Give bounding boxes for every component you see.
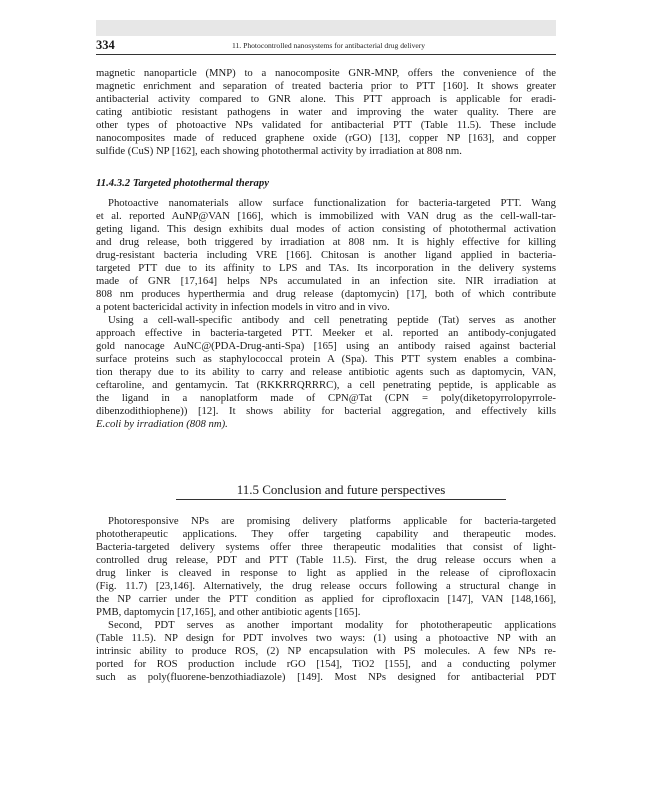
paragraph-4	[96, 515, 556, 619]
text-line: approach effective in bacteria-targeted PTT. Meeker et al. reported an antibody-conjugated	[96, 327, 556, 339]
text-line: (Fig. 11.7) [23,146]. Alternatively, the drug release occurs following a structural change in	[96, 580, 556, 592]
text-line: drug linker is cleaved in response to light as applied in the release of ciprofloxacin	[96, 567, 556, 579]
text-line: 808 nm produces hyperthermia and drug release (daptomycin) [17], both of which contribute	[96, 288, 556, 300]
paragraph-5	[96, 619, 556, 684]
text-line: drug-resistant bacteria including VRE [166]. Chitosan is another ligand applied in bacteria-	[96, 249, 556, 261]
top-gray-bar	[96, 20, 556, 36]
text-line: Using a cell-wall-specific antibody and cell penetrating peptide (Tat) serves as another	[108, 314, 556, 326]
subsection-heading: 11.4.3.2 Targeted photothermal therapy	[96, 177, 269, 189]
page-number: 334	[96, 38, 115, 52]
text-line: Photoactive nanomaterials allow surface functionalization for bacteria-targeted PTT. Wang	[108, 197, 556, 209]
text-line: Second, PDT serves as another important modality for phototherapeutic applications	[108, 619, 556, 631]
text-line: PMB, daptomycin [17,165], and other antibiotic agents [165].	[96, 606, 361, 618]
text-line: dibenzodithiophene)) [12]. It shows ability for bacterial aggregation, and effectively kills	[96, 405, 556, 417]
text-line: gold nanocage AuNC@(PDA-Drug-anti-Spa) [165] using an antibody raised against bacterial	[96, 340, 556, 352]
text-line: and drug release, both triggered by irradiation at 808 nm. It is highly effective for killing	[96, 236, 556, 248]
text-line: the ligand in a nanoplatform made of CPN@Tat (CPN = poly(diketopyrrolopyrrole-	[96, 392, 556, 404]
text-line: controlled drug release, PDT and PTT (Table 11.5). First, the drug release occurs when a	[96, 554, 556, 566]
text-line: geting ligand. This design exhibits dual modes of action consisting of photothermal activation	[96, 223, 556, 235]
text-line: (Table 11.5). NP design for PDT involves two ways: (1) using a photoactive NP with an	[96, 632, 556, 644]
text-line: magnetic nanoparticle (MNP) to a nanocomposite GNR-MNP, offers the convenience of the	[96, 67, 556, 79]
text-line: Photoresponsive NPs are promising delivery platforms applicable for bacteria-targeted	[108, 515, 556, 527]
text-line: magnetic enrichment and separation of treated bacteria prior to PTT [160]. It shows greater	[96, 80, 556, 92]
text-line: et al. reported AuNP@VAN [166], which is immobilized with VAN drug as the cell-wall-tar-	[96, 210, 556, 222]
text-line: the NP carrier under the PTT condition as applied for ciprofloxacin [147], VAN [148,166],	[96, 593, 556, 605]
text-line: cating antibiotic resistant pathogens in water and improving the water quality. There are	[96, 106, 556, 118]
paragraph-1	[96, 67, 556, 158]
running-head: 11. Photocontrolled nanosystems for antibacterial drug delivery	[232, 41, 426, 50]
text-line: Bacteria-targeted delivery systems offer three therapeutic modalities that consist of light-	[96, 541, 556, 553]
header-rule	[96, 54, 556, 55]
section-heading: 11.5 Conclusion and future perspectives	[176, 482, 506, 500]
text-line: such as poly(fluorene-benzothiadiazole) [149]. Most NPs designed for antibacterial PDT	[96, 671, 556, 683]
text-line: E.coli by irradiation (808 nm).	[96, 418, 228, 430]
text-line: other types of photoactive NPs validated for antibacterial PTT (Table 11.5). These include	[96, 119, 556, 131]
text-line: ported for ROS production include rGO [154], TiO2 [155], and a conducting polymer	[96, 658, 556, 670]
text-line: nanocomposites made of reduced graphene oxide (rGO) [13], copper NP [163], and copper	[96, 132, 556, 144]
text-line: phototherapeutic applications. They offer targeting capability and therapeutic modes.	[96, 528, 556, 540]
text-line: a potent bactericidal activity in infection models in vitro and in vivo.	[96, 301, 390, 313]
page-header	[96, 38, 556, 54]
text-line: ceftaroline, and gentamycin. Tat (RKKRRQRRRC), a cell penetrating peptide, is applicable as	[96, 379, 556, 391]
text-line: intrinsic ability to produce ROS, (2) NP encapsulation with PS molecules. A few NPs re-	[96, 645, 556, 657]
paragraph-3	[96, 314, 556, 431]
text-line: made of GNR [17,164] helps NPs accumulated in an infection site. NIR irradiation at	[96, 275, 556, 287]
paragraph-2	[96, 197, 556, 314]
text-line: antibacterial activity compared to GNR alone. This PTT approach is applicable for eradi-	[96, 93, 556, 105]
text-line: targeted PTT due to its affinity to LPS and TAs. Its incorporation in the delivery systems	[96, 262, 556, 274]
text-line: tion therapy due to its ability to carry and release antibiotic agents such as daptomycin, VAN,	[96, 366, 556, 378]
text-line: surface proteins such as staphylococcal protein A (Spa). This PTT system enables a combina-	[96, 353, 556, 365]
text-line: sulfide (CuS) NP [162], each showing photothermal activity by irradiation at 808 nm.	[96, 145, 462, 157]
